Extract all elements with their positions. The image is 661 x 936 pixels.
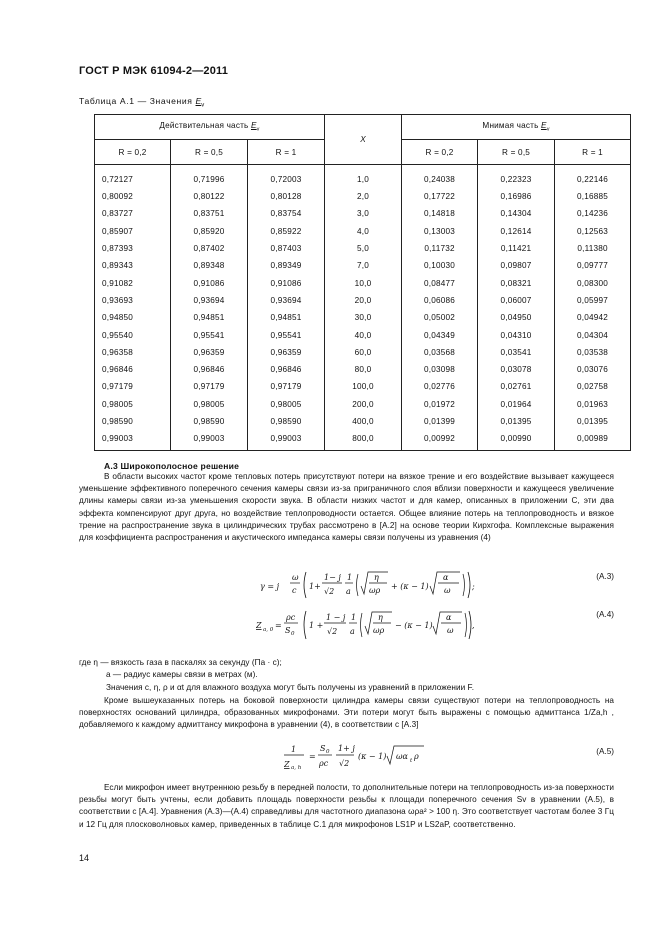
table-cell: 0,03538: [555, 344, 631, 361]
table-cell: 0,02776: [402, 378, 478, 395]
table-row: [95, 344, 631, 361]
table-cell: 0,71996: [171, 165, 248, 189]
table-cell: 0,99003: [171, 430, 248, 451]
table-cell: 0,80122: [171, 188, 248, 205]
table-cell: 0,80128: [248, 188, 325, 205]
table-row: [95, 205, 631, 222]
table-cell: 0,87393: [95, 240, 171, 257]
table-cell: 0,91086: [171, 274, 248, 291]
table-cell: 0,05997: [555, 292, 631, 309]
svg-text:α: α: [443, 573, 449, 582]
table-cell: 0,83727: [95, 205, 171, 222]
document-header: ГОСТ Р МЭК 61094-2—2011: [79, 65, 229, 77]
table-cell: 0,22146: [555, 165, 631, 189]
subheader-imag-r1: R = 1: [555, 140, 631, 165]
equation-a4-graphic: [256, 606, 476, 646]
svg-text:a, 0: a, 0: [263, 627, 274, 633]
equation-a3: [260, 566, 480, 604]
table-cell: 0,96358: [95, 344, 171, 361]
table-cell: 0,00989: [555, 430, 631, 451]
table-cell: 0,11380: [555, 240, 631, 257]
table-cell: 0,13003: [402, 223, 478, 240]
table-row: [95, 396, 631, 413]
equation-a4-number: (А.4): [596, 610, 614, 619]
svg-text:1+ j: 1+ j: [338, 744, 355, 753]
svg-text:ωα: ωα: [396, 752, 408, 761]
table-row: [95, 326, 631, 343]
caption-subscript: v: [201, 102, 205, 109]
subheader-imag-r05: R = 0,5: [478, 140, 555, 165]
equation-a4: [256, 606, 476, 646]
table-cell: 0,04950: [478, 309, 555, 326]
table-cell: 0,16986: [478, 188, 555, 205]
svg-text:η: η: [374, 573, 379, 582]
svg-text:(κ − 1): (κ − 1): [358, 752, 387, 761]
table-cell: 0,05002: [402, 309, 478, 326]
table-row: [95, 309, 631, 326]
table-cell: 0,98590: [171, 413, 248, 430]
table-cell: 0,04942: [555, 309, 631, 326]
table-cell: 0,17722: [402, 188, 478, 205]
svg-text:a: a: [350, 627, 355, 636]
svg-text:=: =: [275, 621, 282, 630]
radius-line: a — радиус камеры связи в метрах (м).: [106, 670, 258, 679]
table-cell: 5,0: [325, 240, 402, 257]
table-row: [95, 361, 631, 378]
table-cell: 0,03541: [478, 344, 555, 361]
table-cell: 0,22323: [478, 165, 555, 189]
table-cell: 0,91086: [248, 274, 325, 291]
table-cell: 0,95541: [171, 326, 248, 343]
svg-text:a: a: [346, 587, 351, 596]
table-cell: 0,98005: [171, 396, 248, 413]
table-cell: 0,00992: [402, 430, 478, 451]
equation-a5-number: (А.5): [596, 747, 614, 756]
section-title: А.3 Широкополосное решение: [104, 461, 240, 471]
table-row: [95, 292, 631, 309]
table-cell: 0,08477: [402, 274, 478, 291]
table-cell: 0,89343: [95, 257, 171, 274]
svg-text:ω: ω: [292, 573, 299, 582]
table-cell: 0,16885: [555, 188, 631, 205]
table-cell: 0,01399: [402, 413, 478, 430]
header-imag-part: Мнимая часть $E_v$: [402, 115, 631, 140]
table-row: [95, 188, 631, 205]
table-cell: 0,03078: [478, 361, 555, 378]
svg-text:,: ,: [472, 621, 475, 630]
table-cell: 0,08321: [478, 274, 555, 291]
svg-text:c: c: [292, 586, 297, 595]
table-cell: 0,87403: [248, 240, 325, 257]
subheader-real-r05: R = 0,5: [171, 140, 248, 165]
table-cell: 0,96359: [171, 344, 248, 361]
table-cell: 100,0: [325, 378, 402, 395]
table-caption: [79, 96, 205, 109]
table-cell: 0,03568: [402, 344, 478, 361]
svg-text:1: 1: [291, 745, 297, 754]
table-cell: 80,0: [325, 361, 402, 378]
table-cell: 0,96846: [95, 361, 171, 378]
table-cell: 0,04349: [402, 326, 478, 343]
table-cell: 0,14236: [555, 205, 631, 222]
subheader-imag-r02: R = 0,2: [402, 140, 478, 165]
table-cell: 0,93694: [248, 292, 325, 309]
table-cell: 0,09807: [478, 257, 555, 274]
svg-text:;: ;: [472, 582, 475, 591]
table-cell: 0,04304: [555, 326, 631, 343]
table-cell: 0,04310: [478, 326, 555, 343]
equation-a5-graphic: [284, 738, 434, 776]
svg-text:ω: ω: [444, 586, 451, 595]
table-cell: 7,0: [325, 257, 402, 274]
table-cell: 0,12563: [555, 223, 631, 240]
svg-text:1+: 1+: [309, 582, 321, 591]
table-cell: 30,0: [325, 309, 402, 326]
table-cell: 0,97179: [95, 378, 171, 395]
table-cell: 0,24038: [402, 165, 478, 189]
table-cell: 0,12614: [478, 223, 555, 240]
table-cell: 0,02758: [555, 378, 631, 395]
table-cell: 0,09777: [555, 257, 631, 274]
table-cell: 0,72127: [95, 165, 171, 189]
svg-text:1 − j: 1 − j: [326, 613, 346, 622]
table-cell: 400,0: [325, 413, 402, 430]
table-cell: 0,93694: [171, 292, 248, 309]
svg-text:√2: √2: [324, 587, 335, 596]
table-cell: 0,94851: [248, 309, 325, 326]
svg-text:+ (κ − 1): + (κ − 1): [391, 582, 429, 591]
page-number: 14: [79, 853, 90, 863]
table-cell: 0,10030: [402, 257, 478, 274]
svg-text:t: t: [410, 758, 413, 764]
table-cell: 2,0: [325, 188, 402, 205]
svg-text:ω: ω: [447, 626, 454, 635]
table-cell: 0,98005: [95, 396, 171, 413]
svg-text:√2: √2: [339, 759, 350, 768]
subheader-real-r02: R = 0,2: [95, 140, 171, 165]
svg-text:0: 0: [291, 631, 295, 637]
table-cell: 0,83754: [248, 205, 325, 222]
table-cell: 0,01963: [555, 396, 631, 413]
table-cell: 4,0: [325, 223, 402, 240]
table-cell: 10,0: [325, 274, 402, 291]
table-cell: 0,89348: [171, 257, 248, 274]
table-cell: 0,02761: [478, 378, 555, 395]
table-row: [95, 257, 631, 274]
svg-text:ρc: ρc: [286, 613, 296, 622]
table-cell: 0,01395: [555, 413, 631, 430]
svg-text:γ = j: γ = j: [260, 582, 280, 591]
table-row: [95, 274, 631, 291]
table-row: [95, 223, 631, 240]
table-cell: 0,85920: [171, 223, 248, 240]
table-cell: 0,08300: [555, 274, 631, 291]
caption-prefix: Таблица А.1 — Значения: [79, 96, 196, 106]
table-cell: 0,99003: [248, 430, 325, 451]
paragraph-broadband: В области высоких частот кроме тепловых потерь присутствуют потери на вязкое трение и его воздействие вызывает кажущееся уменьшение эффективного поперечного сечения камеры связи из-за приграничного слоя вблизи поверхности и кажущееся увеличение длины камеры связи из-за уменьшения скорости звука. В области низких частот и для камер, описанных в приложении С, эти два эффекта компенсируют друг друга, но воздействие теплопроводности остается. Общее влияние потерь на теплопроводность и вязкое трение на распространение звука в цилиндрических трубах рассмотрено в [А.2] на основе теории Кирхгофа. Комплексные выражения для коэффициента распространения и акустического импеданса камеры связи получены из уравнения (4): [79, 472, 614, 543]
table-row: [95, 430, 631, 451]
table-cell: 0,01972: [402, 396, 478, 413]
table-cell: 0,89349: [248, 257, 325, 274]
table-cell: 0,97179: [248, 378, 325, 395]
svg-text:1: 1: [347, 573, 353, 582]
table-cell: 0,80092: [95, 188, 171, 205]
equation-a5: [284, 738, 434, 776]
table-cell: 0,03076: [555, 361, 631, 378]
table-cell: 0,96359: [248, 344, 325, 361]
svg-text:Z: Z: [256, 621, 262, 630]
table-cell: 0,14818: [402, 205, 478, 222]
table-cell: 0,85907: [95, 223, 171, 240]
table-cell: 0,14304: [478, 205, 555, 222]
values-line: Значения c, η, ρ и αt для влажного воздуха могут быть получены из уравнений в приложении F.: [106, 683, 475, 692]
table-row: [95, 378, 631, 395]
svg-text:S: S: [320, 744, 326, 753]
table-row: [95, 240, 631, 257]
svg-text:ωρ: ωρ: [373, 626, 385, 635]
table-cell: 3,0: [325, 205, 402, 222]
table-cell: 1,0: [325, 165, 402, 189]
svg-text:α: α: [446, 613, 452, 622]
table-cell: 800,0: [325, 430, 402, 451]
table-cell: 0,98590: [95, 413, 171, 430]
table-cell: 0,97179: [171, 378, 248, 395]
svg-text:ωρ: ωρ: [369, 586, 381, 595]
table-cell: 0,06007: [478, 292, 555, 309]
paragraph-thread: Если микрофон имеет внутреннюю резьбу в передней полости, то дополнительные потери на теплопроводность из-за поверхности резьбы могут быть учтены, если добавить площадь поверхности резьбы к площади поперечного сечения Sv в уравнении (А.5), в соответствии с [А.4]. Уравнения (А.3)—(А.4) справедливы для частотного диапазона ωρa² > 100 η. Это соответствует частотам более 3 Гц и 12 Гц для плосковолновых камер, приведенных в таблице С.1 для микрофонов LS1P и LS2aP, соответственно.: [79, 783, 614, 829]
table-cell: 0,93693: [95, 292, 171, 309]
table-row: [95, 413, 631, 430]
table-row: [95, 165, 631, 189]
table-cell: 0,11421: [478, 240, 555, 257]
svg-text:η: η: [378, 613, 383, 622]
table-cell: 60,0: [325, 344, 402, 361]
svg-text:1: 1: [351, 613, 357, 622]
subheader-real-r1: R = 1: [248, 140, 325, 165]
table-cell: 0,95541: [248, 326, 325, 343]
table-cell: 0,94851: [171, 309, 248, 326]
caption-symbol: E: [195, 96, 202, 106]
table-cell: 0,72003: [248, 165, 325, 189]
table-cell: 0,83751: [171, 205, 248, 222]
table-cell: 0,95540: [95, 326, 171, 343]
table-cell: 0,06086: [402, 292, 478, 309]
equation-a3-graphic: [260, 566, 480, 604]
table-cell: 0,98590: [248, 413, 325, 430]
paragraph-end-losses: Кроме вышеуказанных потерь на боковой поверхности цилиндра камеры связи существуют потери на теплопроводность на поверхностях оснований цилиндра, образованных микрофонами. Эти потери могут быть выражены с помощью адмиттанса 1/Za,h , добавляемого к каждому адмиттансу микрофона в уравнении (4), в соответствии с [А.3]: [79, 696, 614, 730]
svg-text:S: S: [285, 626, 291, 635]
values-table: [94, 114, 631, 451]
table-cell: 0,99003: [95, 430, 171, 451]
svg-text:Z: Z: [284, 760, 290, 769]
header-real-part: Действительная часть $E_v$: [95, 115, 325, 140]
table-cell: 0,98005: [248, 396, 325, 413]
table-cell: 0,96846: [248, 361, 325, 378]
svg-text:a, h: a, h: [291, 765, 302, 771]
svg-text:1 +: 1 +: [309, 621, 324, 630]
svg-text:− (κ − 1): − (κ − 1): [395, 621, 433, 630]
svg-text:0: 0: [326, 749, 330, 755]
svg-text:ρ: ρ: [414, 752, 419, 761]
table-cell: 0,01964: [478, 396, 555, 413]
where-line: где η — вязкость газа в паскалях за секунду (Па · с);: [79, 658, 282, 667]
table-cell: 0,03098: [402, 361, 478, 378]
svg-text:1− j: 1− j: [324, 573, 341, 582]
table-cell: 0,11732: [402, 240, 478, 257]
table-cell: 0,91082: [95, 274, 171, 291]
table-cell: 0,01395: [478, 413, 555, 430]
equation-a3-number: (А.3): [596, 572, 614, 581]
svg-text:√2: √2: [327, 627, 338, 636]
table-cell: 40,0: [325, 326, 402, 343]
svg-text:=: =: [309, 752, 316, 761]
table-cell: 0,87402: [171, 240, 248, 257]
table-cell: 200,0: [325, 396, 402, 413]
table-cell: 0,00990: [478, 430, 555, 451]
svg-text:ρc: ρc: [319, 759, 329, 768]
header-x: X: [325, 115, 402, 165]
table-cell: 20,0: [325, 292, 402, 309]
table-cell: 0,96846: [171, 361, 248, 378]
table-cell: 0,85922: [248, 223, 325, 240]
table-cell: 0,94850: [95, 309, 171, 326]
